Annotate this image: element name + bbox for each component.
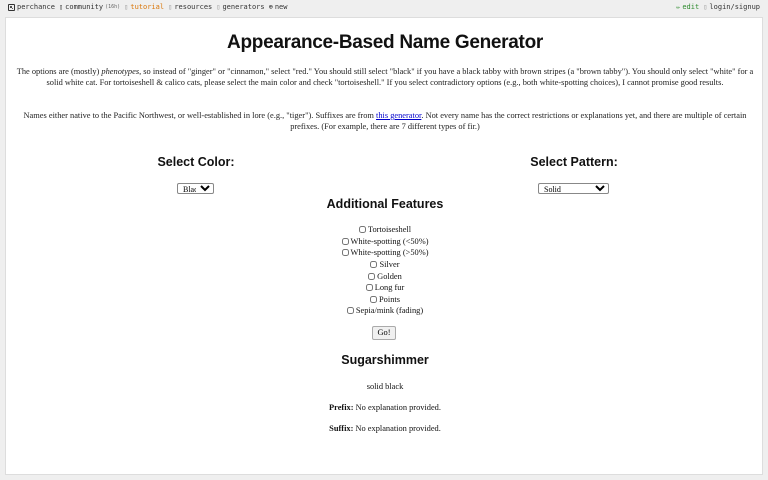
- pattern-select[interactable]: [538, 183, 609, 194]
- folder-icon: ▯: [168, 3, 173, 11]
- feature-tortoiseshell[interactable]: Tortoiseshell: [359, 224, 411, 236]
- edit-link[interactable]: ✏ edit: [676, 0, 699, 15]
- result-description: solid black: [366, 382, 404, 391]
- chat-icon: ▯: [58, 3, 64, 11]
- user-icon: ▯: [703, 3, 708, 11]
- pattern-title: Select Pattern:: [530, 155, 618, 169]
- generated-name: Sugarshimmer: [341, 353, 429, 367]
- color-title: Select Color:: [157, 155, 235, 169]
- prefix-explanation: Prefix: No explanation provided.: [329, 403, 441, 412]
- feature-checkbox[interactable]: [347, 307, 354, 314]
- intro-paragraph-2: Names either native to the Pacific Northwest, or well-established in lore (e.g., "tiger"). Suffixes are from this generator. Not every name has the correct restrictions or explanations yet, and there are multiple of certain prefixes. (For example, there are 7 different types of fir.): [23, 111, 747, 131]
- page-title: Appearance-Based Name Generator: [227, 32, 543, 53]
- feature-checkbox[interactable]: [366, 284, 373, 291]
- book-icon: ▯: [124, 3, 129, 11]
- plus-icon: ⊕: [268, 3, 273, 11]
- feature-checkbox[interactable]: [342, 238, 349, 245]
- feature-golden[interactable]: Golden: [368, 270, 402, 282]
- feature-white-spotting-low[interactable]: White-spotting (<50%): [342, 236, 429, 248]
- features-title: Additional Features: [326, 197, 444, 211]
- go-button[interactable]: Go!: [372, 326, 396, 340]
- generator-panel: [5, 17, 763, 475]
- feature-checkbox[interactable]: [368, 273, 375, 280]
- tutorial-link[interactable]: ▯ tutorial: [124, 0, 164, 15]
- feature-silver[interactable]: Silver: [370, 259, 399, 271]
- intro-paragraph-1: The options are (mostly) phenotypes, so instead of "ginger" or "cinnamon," select "red." You should still select "black" if you have a black tabby with brown stripes (a "brown tabby"). You should only select "white" for a solid white cat. For tortoiseshell & calico cats, please select the main color and check "tortoiseshell." If you select contradictory options (e.g., both white-spotting choices), I cannot promise good results.: [16, 67, 754, 87]
- color-select[interactable]: [177, 183, 214, 194]
- feature-checkbox[interactable]: [342, 249, 349, 256]
- login-link[interactable]: ▯ login/signup: [703, 0, 760, 15]
- feature-points[interactable]: Points: [370, 294, 400, 306]
- resources-link[interactable]: ▯ resources: [168, 0, 212, 15]
- feature-sepia-mink[interactable]: Sepia/mink (fading): [347, 305, 423, 317]
- features-list: [6, 224, 764, 317]
- feature-white-spotting-high[interactable]: White-spotting (>50%): [342, 247, 429, 259]
- feature-checkbox[interactable]: [370, 261, 377, 268]
- list-icon: ▯: [216, 3, 221, 11]
- suffix-explanation: Suffix: No explanation provided.: [329, 424, 441, 433]
- feature-checkbox[interactable]: [359, 226, 366, 233]
- generators-link[interactable]: ▯ generators: [216, 0, 264, 15]
- feature-checkbox[interactable]: [370, 296, 377, 303]
- new-link[interactable]: ⊕ new: [269, 0, 288, 15]
- generator-link[interactable]: this generator: [376, 111, 422, 120]
- dice-icon: [8, 4, 15, 11]
- top-nav: [0, 0, 768, 15]
- feature-long-fur[interactable]: Long fur: [366, 282, 405, 294]
- community-link[interactable]: ▯ community (16h): [59, 0, 120, 15]
- brand-link[interactable]: perchance: [8, 0, 55, 15]
- pencil-icon: ✏: [676, 3, 681, 11]
